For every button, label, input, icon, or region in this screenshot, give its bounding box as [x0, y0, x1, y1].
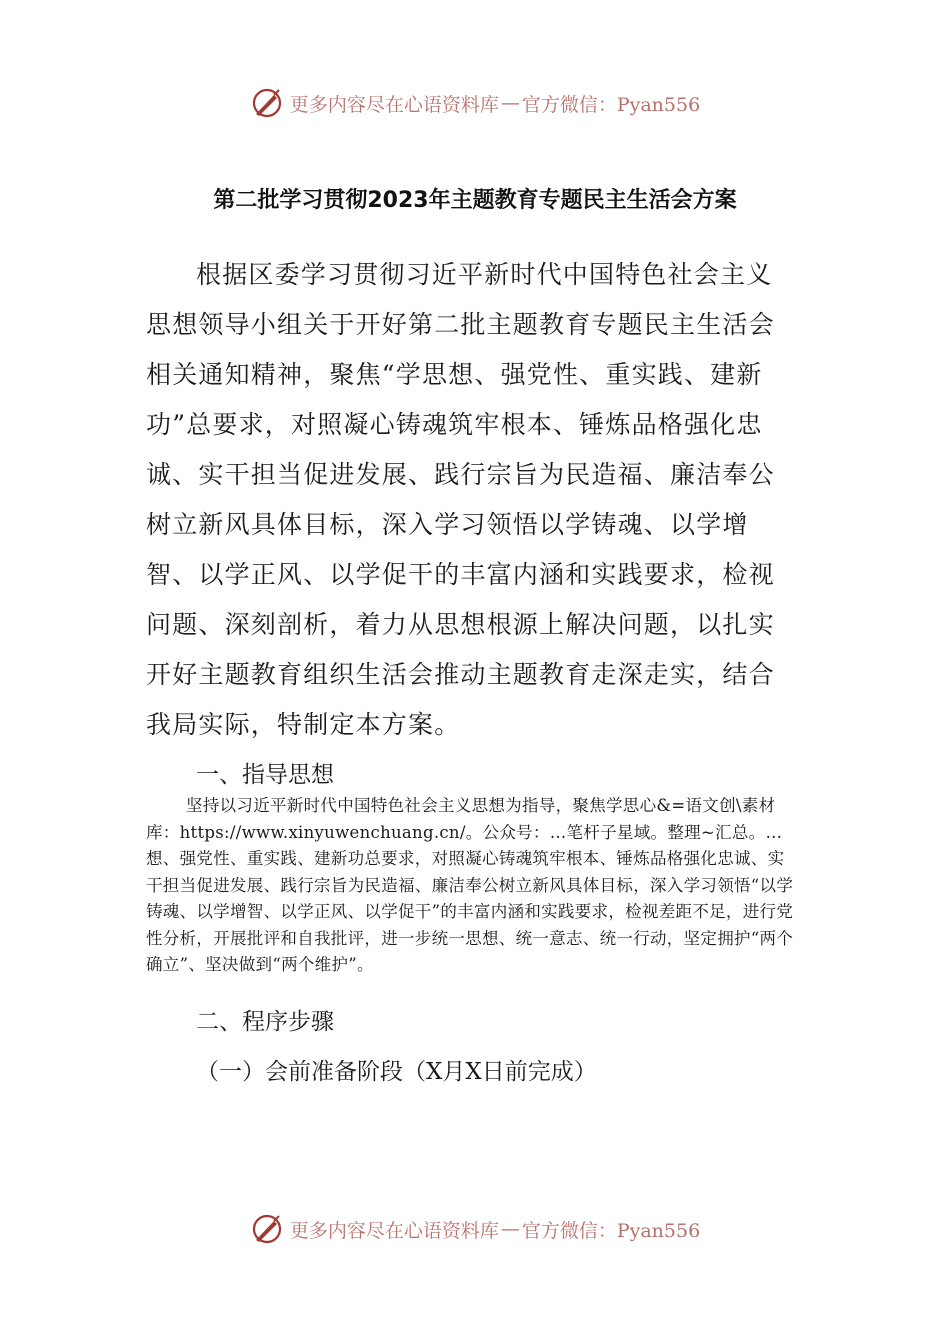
pen-logo-icon: [250, 86, 284, 120]
pen-logo-icon: [250, 1212, 284, 1246]
watermark-wechat: 官方微信：Pyan556: [521, 1219, 701, 1242]
document-title: 第二批学习贯彻2023年主题教育专题民主生活会方案: [213, 188, 737, 213]
guiding-thought-paragraph: 坚持以习近平新时代中国特色社会主义思想为指导，聚焦学思心&=语文创\素材库：https://www.xinyuwenchuang.cn/。公众号：…笔杆子星域。整理~汇总。…想、强党性、重实践、建新功总要求，对照凝心铸魂筑牢根本、锤炼品格强化忠诚、实干担当促进发展、践行宗旨为民造福、廉洁奉公树立新风具体目标，深入学习领悟“以学铸魂、以学增智、以学正风、以学促干”的丰富内涵和实践要求，检视差距不足，进行党性分析，开展批评和自我批评，进一步统一思想、统一意志、统一行动，坚定拥护“两个确立”、坚决做到“两个维护”。: [146, 796, 794, 974]
watermark-separator: —: [500, 1218, 520, 1240]
intro-paragraph: 根据区委学习贯彻习近平新时代中国特色社会主义思想领导小组关于开好第二批主题教育专题民主生活会相关通知精神，聚焦“学思想、强党性、重实践、建新功”总要求，对照凝心铸魂筑牢根本、锤炼品格强化忠诚、实干担当促进发展、践行宗旨为民造福、廉洁奉公树立新风具体目标，深入学习领悟以学铸魂、以学增智、以学正风、以学促干的丰富内涵和实践要求，检视问题、深刻剖析，着力从思想根源上解决问题，以扎实开好主题教育组织生活会推动主题教育走深走实，结合我局实际，特制定本方案。: [146, 260, 775, 739]
section-heading-procedure: 二、程序步骤: [196, 1009, 334, 1035]
section-heading-guiding-thought: 一、指导思想: [196, 762, 334, 788]
watermark-banner-bottom: [0, 1212, 950, 1246]
watermark-text: 更多内容尽在心语资料库: [289, 93, 499, 116]
watermark-banner-top: [0, 86, 950, 120]
subsection-heading-preparation: （一）会前准备阶段（X月X日前完成）: [196, 1059, 597, 1085]
watermark-wechat: 官方微信：Pyan556: [521, 93, 701, 116]
watermark-separator: —: [500, 92, 520, 114]
watermark-text: 更多内容尽在心语资料库: [289, 1219, 499, 1242]
